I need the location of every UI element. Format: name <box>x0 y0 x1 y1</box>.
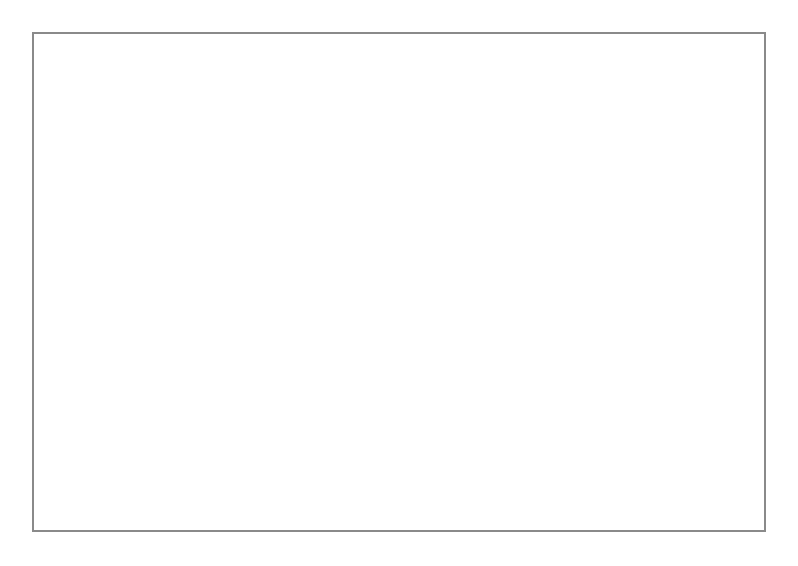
pedigree-chart <box>32 32 766 532</box>
